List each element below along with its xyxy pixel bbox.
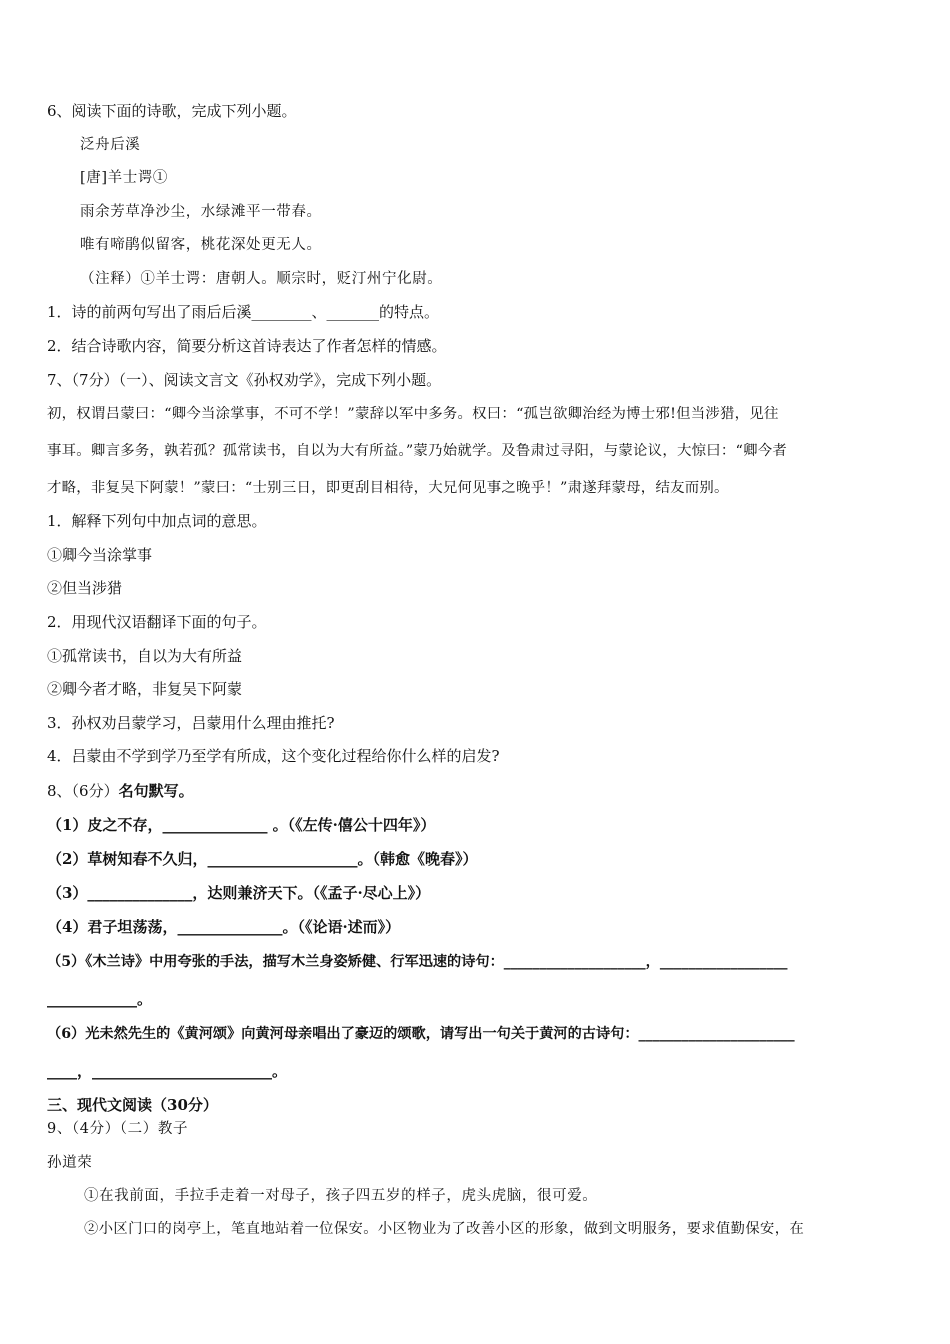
q8-intro-prefix: 8、（6分） <box>47 782 119 800</box>
q7-sub1: 1．解释下列句中加点词的意思。 <box>47 512 267 530</box>
q7-passage-line-3: 才略，非复吴下阿蒙！”蒙曰：“士别三日，即更刮目相待，大兄何见事之晚乎！”肃遂拜蒙母，结友而别。 <box>47 480 729 496</box>
q8-item-4: （4）君子坦荡荡，______________。（《论语·述而》） <box>47 918 401 936</box>
q7-sub3: 3．孙权劝吕蒙学习，吕蒙用什么理由推托? <box>47 714 335 732</box>
poem-line-2: 唯有啼鹃似留客，桃花深处更无人。 <box>80 237 322 253</box>
q6-intro: 6、阅读下面的诗歌，完成下列小题。 <box>47 102 297 120</box>
q9-intro: 9、（4分）（二）教子 <box>47 1121 189 1137</box>
poem-note: （注释）①羊士谔：唐朝人。顺宗时，贬汀州宁化尉。 <box>80 271 443 287</box>
q9-paragraph-1: ①在我前面，手拉手走着一对母子，孩子四五岁的样子，虎头虎脑，很可爱。 <box>84 1188 598 1204</box>
q9-paragraph-2: ②小区门口的岗亭上，笔直地站着一位保安。小区物业为了改善小区的形象，做到文明服务，要求值勤保安，在 <box>84 1221 805 1237</box>
poem-title: 泛舟后溪 <box>80 137 141 153</box>
q6-sub1: 1．诗的前两句写出了雨后后溪________、_______的特点。 <box>47 303 440 321</box>
q7-sub1-b: ②但当涉猎 <box>47 579 123 597</box>
q7-passage-line-2: 事耳。卿言多务，孰若孤？孤常读书，自以为大有所益。”蒙乃始就学。及鲁肃过寻阳，与蒙论议，大惊曰：“卿今者 <box>47 443 788 459</box>
q7-sub2-a: ①孤常读书，自以为大有所益 <box>47 647 243 665</box>
poem-line-1: 雨余芳草净沙尘，水绿滩平一带春。 <box>80 204 322 220</box>
section-3-heading: 三、现代文阅读（30分） <box>47 1096 218 1114</box>
q7-intro: 7、（7分）（一）、阅读文言文《孙权劝学》，完成下列小题。 <box>47 371 442 389</box>
q8-intro <box>47 781 194 801</box>
q8-item-1: （1）皮之不存，______________ 。（《左传·僖公十四年》） <box>47 816 436 834</box>
q7-sub4: 4．吕蒙由不学到学乃至学有所成，这个变化过程给你什么样的启发? <box>47 747 500 765</box>
q8-item-3: （3）______________，达则兼济天下。（《孟子·尽心上》） <box>47 884 431 902</box>
q6-sub2: 2．结合诗歌内容，简要分析这首诗表达了作者怎样的情感。 <box>47 337 447 355</box>
q8-item-5-line-1: （5）《木兰诗》中用夸张的手法，描写木兰身姿矫健、行军迅速的诗句：____________________，__________________ <box>47 954 788 970</box>
q9-author: 孙道荣 <box>47 1155 93 1171</box>
q7-sub1-a: ①卿今当涂掌事 <box>47 546 153 564</box>
q7-passage-line-1: 初，权谓吕蒙曰：“卿今当涂掌事，不可不学！”蒙辞以军中多务。权曰：“孤岂欲卿治经为博士邪!但当涉猎，见往 <box>47 406 779 422</box>
q8-intro-title: 名句默写。 <box>118 782 194 800</box>
q8-item-5-line-2: ____________。 <box>47 990 153 1008</box>
q7-sub2: 2．用现代汉语翻译下面的句子。 <box>47 613 267 631</box>
q8-item-2: （2）草树知春不久归，____________________。（韩愈《晚春》） <box>47 850 478 868</box>
poem-author: [唐]羊士谔① <box>80 170 169 186</box>
q8-item-6-line-2: ____，________________________。 <box>47 1062 288 1080</box>
q8-item-6-line-1: （6）光未然先生的《黄河颂》向黄河母亲唱出了豪迈的颂歌，请写出一句关于黄河的古诗句：______________________ <box>47 1026 795 1042</box>
q7-sub2-b: ②卿今者才略，非复吴下阿蒙 <box>47 680 243 698</box>
